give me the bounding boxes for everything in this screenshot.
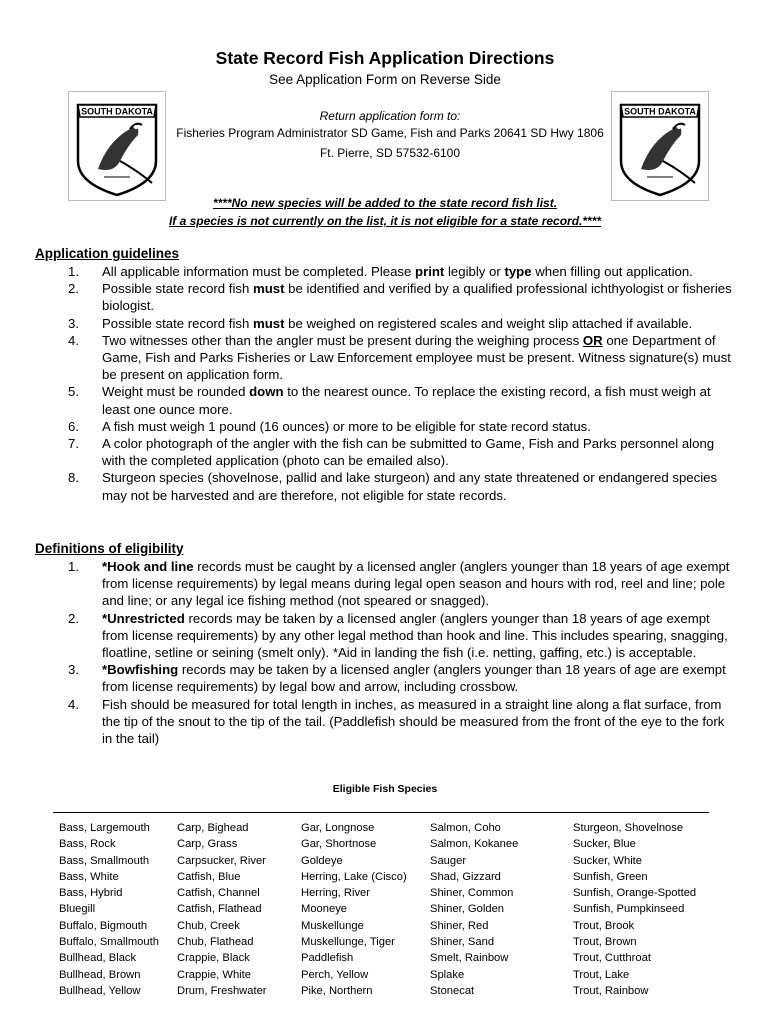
guideline-item — [35, 469, 735, 503]
species-entry: Catfish, Flathead — [177, 903, 262, 916]
species-entry: Bass, Hybrid — [59, 887, 123, 900]
species-column — [177, 820, 267, 999]
species-table-title: Eligible Fish Species — [332, 783, 438, 795]
definitions-heading: Definitions of eligibility — [35, 541, 184, 556]
species-entry: Shad, Gizzard — [430, 870, 501, 883]
return-label: Return application form to: — [319, 109, 461, 123]
guideline-item-text: Possible state record fish must be identified and verified by a qualified professional ichthyologist or fisheries biologist. — [102, 281, 732, 314]
species-entry: Chub, Creek — [177, 919, 240, 932]
svg-text:SOUTH DAKOTA: SOUTH DAKOTA — [624, 106, 696, 117]
guidelines-heading: Application guidelines — [35, 246, 180, 261]
species-entry: Chub, Flathead — [177, 936, 254, 949]
guideline-item-number: 4. — [68, 332, 79, 348]
guideline-item — [35, 263, 735, 280]
species-entry: Carp, Bighead — [177, 822, 249, 834]
guideline-item-text: Weight must be rounded down to the nearest ounce. To replace the existing record, a fish must weigh at least one ounce more. — [102, 384, 711, 417]
guideline-item-text: Sturgeon species (shovelnose, pallid and lake sturgeon) and any state threatened or endangered species may not be harvested and are therefore, not eligible for state records. — [102, 470, 718, 503]
species-column — [59, 820, 159, 999]
guideline-item-number: 1. — [68, 264, 79, 279]
definition-item — [35, 558, 735, 610]
species-entry: Sunfish, Pumpkinseed — [573, 903, 685, 916]
species-entry: Crappie, Black — [177, 952, 250, 965]
species-entry: Sauger — [430, 854, 467, 867]
address-line-1: Fisheries Program Administrator SD Game, Fish and Parks 20641 SD Hwy 1806 — [176, 126, 604, 140]
south-dakota-gfp-logo-left — [68, 91, 166, 201]
species-entry: Carp, Grass — [177, 838, 238, 851]
guideline-item — [35, 280, 735, 314]
species-entry: Goldeye — [301, 854, 343, 867]
guideline-item-text: Two witnesses other than the angler must be present during the weighing process OR one Department of Game, Fish and Parks Fisheries or Law Enforcement employee must be present. Witness signature(s) must be present on application form. — [102, 332, 731, 383]
species-entry: Sunfish, Orange-Spotted — [573, 887, 697, 900]
species-column — [301, 820, 407, 999]
species-entry: Paddlefish — [301, 952, 354, 965]
definition-item-number: 1. — [68, 559, 79, 574]
guideline-item-text: Possible state record fish must be weighed on registered scales and weight slip attached if available. — [102, 315, 693, 331]
species-entry: Crappie, White — [177, 968, 251, 981]
species-entry: Trout, Lake — [573, 968, 630, 981]
definition-item-number: 4. — [68, 696, 79, 712]
definition-item — [35, 610, 735, 662]
address-line-2: Ft. Pierre, SD 57532-6100 — [319, 146, 461, 160]
species-entry: Pike, Northern — [301, 984, 373, 997]
definition-item-text: *Hook and line records must be caught by a licensed angler (anglers younger than 18 years of age exempt from license requirements) by legal means during legal open season and hours with rod, reel and line; pole and line; or any legal ice fishing method (not speared or snagged). — [102, 559, 730, 609]
species-entry: Buffalo, Smallmouth — [59, 936, 159, 949]
guideline-item — [35, 383, 735, 417]
species-entry: Gar, Shortnose — [301, 838, 377, 851]
species-entry: Trout, Cutthroat — [573, 952, 651, 965]
guideline-item-number: 5. — [68, 384, 79, 400]
species-entry: Bullhead, Yellow — [59, 984, 141, 997]
notice-line-1: ****No new species will be added to the state record fish list. — [212, 196, 558, 210]
species-entry: Herring, Lake (Cisco) — [301, 870, 407, 883]
eligibility-notice — [0, 194, 770, 230]
species-entry: Sturgeon, Shovelnose — [573, 822, 684, 834]
species-entry: Muskellunge — [301, 919, 364, 932]
guideline-item-number: 2. — [68, 281, 79, 297]
guideline-item-text: A fish must weigh 1 pound (16 ounces) or more to be eligible for state record status. — [102, 418, 591, 434]
species-entry: Gar, Longnose — [301, 822, 375, 834]
species-entry: Shiner, Sand — [430, 936, 495, 949]
notice-line-2: If a species is not currently on the list, it is not eligible for a state record.**** — [168, 214, 602, 228]
species-column — [573, 820, 696, 999]
species-entry: Splake — [430, 968, 465, 981]
definition-item — [35, 661, 735, 695]
species-entry: Salmon, Coho — [430, 822, 501, 834]
species-entry: Trout, Brown — [573, 936, 637, 949]
guideline-item-number: 8. — [68, 470, 79, 486]
species-entry: Catfish, Channel — [177, 887, 260, 900]
species-entry: Salmon, Kokanee — [430, 838, 519, 851]
guideline-item-text: A color photograph of the angler with the fish can be submitted to Game, Fish and Parks personnel along with the completed application (photo can be emailed also). — [102, 436, 715, 469]
definition-item-text: *Unrestricted records may be taken by a licensed angler (anglers younger than 18 years of age exempt from license requirements) by any other legal method than hook and line. This includes spearing, snagging, floatline, setline or seining (smelt only). *Aid in landing the fish (i.e. netting, gaffing, etc.) is acceptable. — [102, 610, 728, 661]
species-entry: Mooneye — [301, 903, 348, 916]
species-entry: Stonecat — [430, 984, 475, 997]
species-entry: Perch, Yellow — [301, 968, 369, 981]
species-entry: Buffalo, Bigmouth — [59, 919, 148, 932]
species-entry: Bass, Smallmouth — [59, 854, 150, 867]
guideline-item-number: 7. — [68, 436, 79, 452]
species-entry: Bass, Rock — [59, 838, 116, 851]
species-entry: Muskellunge, Tiger — [301, 936, 395, 949]
species-entry: Shiner, Common — [430, 887, 514, 900]
species-entry: Bullhead, Brown — [59, 968, 141, 981]
species-entry: Trout, Rainbow — [573, 984, 649, 997]
guideline-item — [35, 435, 735, 469]
species-entry: Catfish, Blue — [177, 870, 241, 883]
definition-item-text: Fish should be measured for total length in inches, as measured in a straight line along a flat surface, from the tip of the snout to the tip of the tail. (Paddlefish should be measured from the front of the eye to the fork in the tail) — [102, 696, 725, 747]
species-entry: Sucker, White — [573, 854, 643, 867]
south-dakota-gfp-logo-right — [611, 91, 709, 201]
species-entry: Bass, White — [59, 870, 119, 883]
species-entry: Bluegill — [59, 903, 96, 916]
species-entry: Herring, River — [301, 887, 371, 900]
guideline-item — [35, 332, 735, 384]
species-entry: Sucker, Blue — [573, 838, 636, 851]
page-subtitle: See Application Form on Reverse Side — [269, 72, 501, 87]
guideline-item-number: 6. — [68, 418, 79, 434]
guidelines-list — [35, 263, 735, 504]
species-entry: Trout, Brook — [573, 919, 635, 932]
page-title: State Record Fish Application Directions — [215, 48, 555, 68]
species-divider — [53, 812, 709, 813]
species-entry: Shiner, Golden — [430, 903, 505, 916]
definition-item-number: 3. — [68, 662, 79, 678]
svg-text:SOUTH DAKOTA: SOUTH DAKOTA — [81, 106, 153, 117]
return-address-block — [175, 108, 605, 162]
definitions-list — [35, 558, 735, 747]
species-entry: Sunfish, Green — [573, 870, 648, 883]
species-entry: Shiner, Red — [430, 919, 489, 932]
definition-item — [35, 696, 735, 748]
definition-item-text: *Bowfishing records may be taken by a licensed angler (anglers younger than 18 years of age are exempt from license requirements) by legal bow and arrow, including crossbow. — [102, 662, 726, 695]
definition-item-number: 2. — [68, 610, 79, 626]
guideline-item — [35, 315, 735, 332]
species-column — [430, 820, 518, 999]
guideline-item — [35, 418, 735, 435]
species-entry: Bass, Largemouth — [59, 822, 150, 834]
species-entry: Drum, Freshwater — [177, 984, 267, 997]
species-entry: Smelt, Rainbow — [430, 952, 509, 965]
species-entry: Carpsucker, River — [177, 854, 266, 867]
guideline-item-number: 3. — [68, 315, 79, 331]
guideline-item-text: All applicable information must be completed. Please print legibly or type when filling out application. — [102, 264, 693, 279]
species-entry: Bullhead, Black — [59, 952, 137, 965]
